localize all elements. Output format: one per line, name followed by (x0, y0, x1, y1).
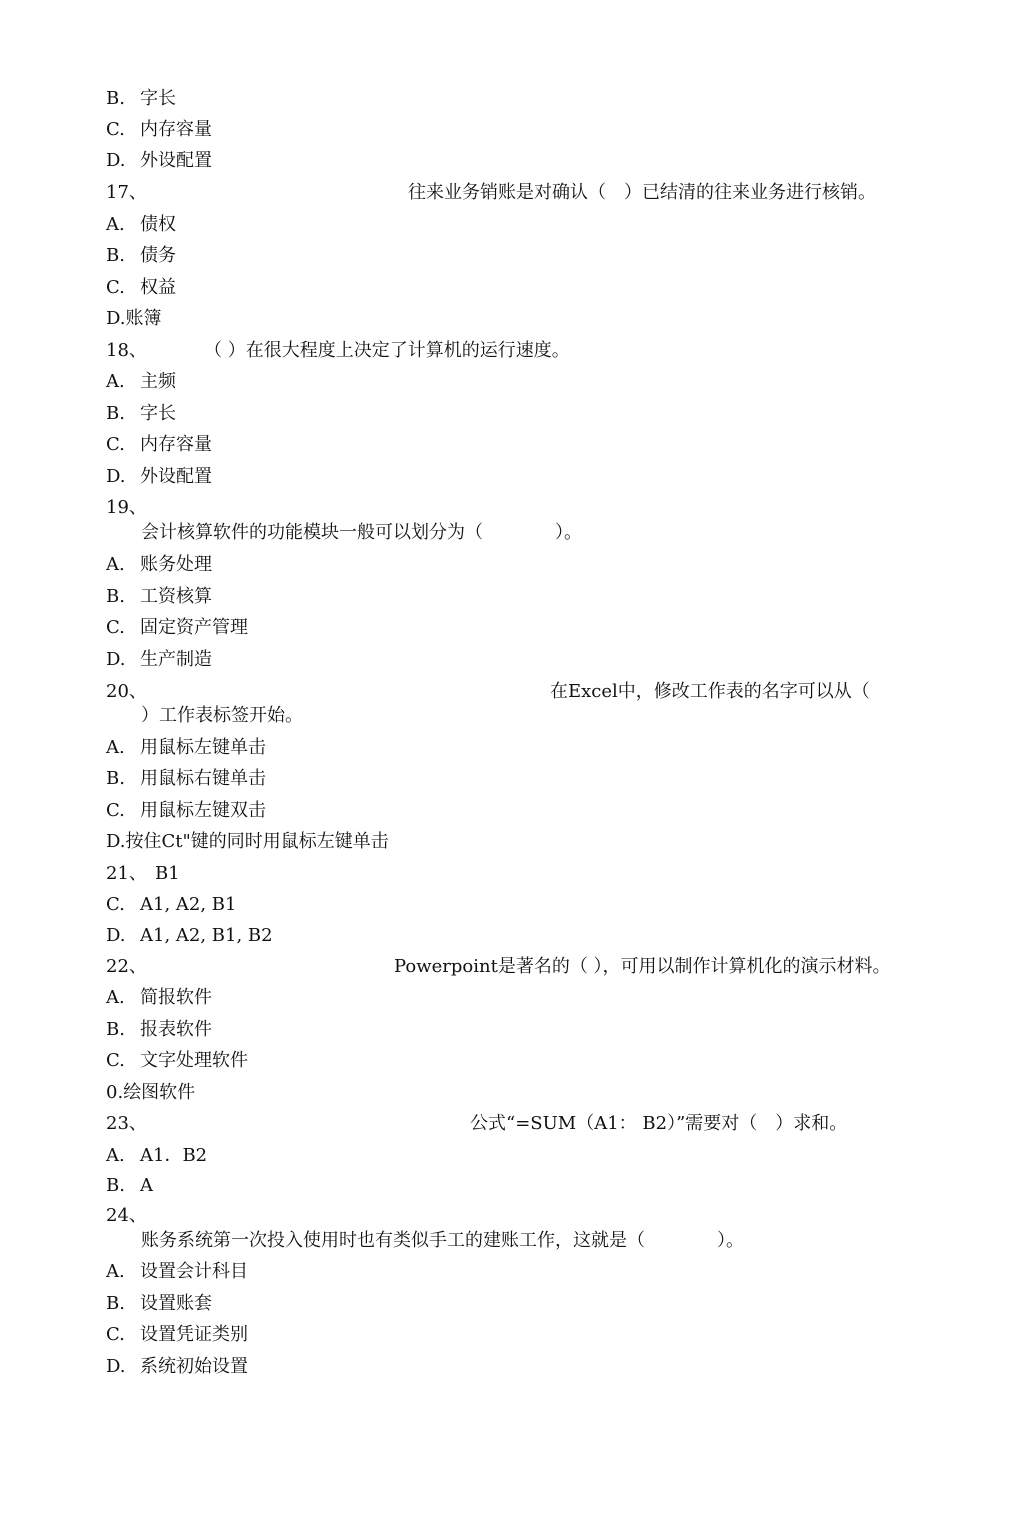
option-line (106, 88, 176, 110)
option-line (106, 1261, 248, 1283)
question-stem: B1 (155, 863, 180, 884)
option-key: C. (106, 119, 125, 140)
option-text: 工资核算 (140, 586, 212, 607)
question-stem: 往来业务销账是对确认（ ）已结清的往来业务进行核销。 (408, 182, 876, 203)
option-text: 固定资产管理 (140, 617, 248, 638)
question-stem: 会计核算软件的功能模块一般可以划分为（ ）。 (141, 522, 582, 543)
question-number: 21、 (106, 863, 147, 884)
option-key: B. (106, 586, 125, 607)
option-text: A1, A2, B1 (140, 894, 237, 915)
option-key: C. (106, 434, 125, 455)
option-key: A. (106, 214, 125, 235)
option-key: A. (106, 1261, 125, 1282)
option-text: 债务 (140, 245, 176, 266)
option-text: 用鼠标左键双击 (140, 800, 266, 821)
option-text: 债权 (140, 214, 176, 235)
option-text: 文字处理软件 (140, 1050, 248, 1071)
option-key: C. (106, 1050, 125, 1071)
option-line (106, 800, 266, 822)
question-stem: Powerpoint是著名的（ ），可用以制作计算机化的演示材料。 (394, 956, 891, 977)
option-key: B. (106, 245, 125, 266)
question-number: 22、 (106, 956, 147, 977)
option-text: 外设配置 (140, 150, 212, 171)
option-line (106, 617, 248, 639)
option-key: B. (106, 403, 125, 424)
question-number: 17、 (106, 182, 147, 203)
option-text: 权益 (140, 277, 176, 298)
option-key: A. (106, 1145, 125, 1166)
option-line (106, 649, 212, 671)
option-text: 简报软件 (140, 987, 212, 1008)
option-line (106, 466, 212, 488)
question-number: 18、 (106, 340, 147, 361)
option-key: B. (106, 1175, 125, 1196)
option-text: 用鼠标右键单击 (140, 768, 266, 789)
option-line (106, 434, 212, 456)
option-line (106, 119, 212, 141)
option-text: 字长 (140, 88, 176, 109)
option-line (106, 150, 212, 172)
question-number: 19、 (106, 497, 147, 518)
option-line (106, 308, 162, 330)
option-line (106, 371, 176, 393)
option-line (106, 1050, 248, 1072)
option-text: 系统初始设置 (140, 1356, 248, 1377)
option-line (106, 1145, 207, 1167)
option-line (106, 403, 176, 425)
option-line (106, 894, 236, 916)
option-text: 按住Ct"键的同时用鼠标左键单击 (125, 831, 389, 852)
option-line (106, 245, 176, 267)
question-stem: （ ）在很大程度上决定了计算机的运行速度。 (204, 340, 570, 361)
option-line (106, 1324, 248, 1346)
option-key: C. (106, 1324, 125, 1345)
question-stem-continued: ）工作表标签开始。 (141, 705, 303, 726)
option-line (106, 1175, 153, 1197)
option-key: D. (106, 649, 126, 670)
question-stem: 账务系统第一次投入使用时也有类似手工的建账工作，这就是（ ）。 (141, 1230, 744, 1251)
option-text: 报表软件 (140, 1019, 212, 1040)
option-text: 生产制造 (140, 649, 212, 670)
option-text: 外设配置 (140, 466, 212, 487)
option-key: A. (106, 987, 125, 1008)
option-key: C. (106, 617, 125, 638)
option-key: C. (106, 800, 125, 821)
option-text: 设置凭证类别 (140, 1324, 248, 1345)
option-key: D. (106, 466, 126, 487)
option-text: 账务处理 (140, 554, 212, 575)
option-text: 内存容量 (140, 434, 212, 455)
option-key: C. (106, 894, 125, 915)
option-key: D. (106, 925, 126, 946)
question-stem: 在Excel中，修改工作表的名字可以从（ (550, 681, 870, 702)
option-line (106, 987, 212, 1009)
option-text: 用鼠标左键单击 (140, 737, 266, 758)
option-line (106, 831, 389, 853)
option-line (106, 737, 266, 759)
option-key: D. (106, 150, 126, 171)
option-line (106, 214, 176, 236)
option-text: 设置会计科目 (140, 1261, 248, 1282)
option-key: B. (106, 1293, 125, 1314)
option-key: D. (106, 831, 126, 852)
option-text: 内存容量 (140, 119, 212, 140)
option-text: 字长 (140, 403, 176, 424)
option-key: B. (106, 1019, 125, 1040)
option-key: D. (106, 1356, 126, 1377)
option-text: 主频 (140, 371, 176, 392)
question-stem: 公式“=SUM（A1： B2）”需要对（ ）求和。 (470, 1113, 848, 1134)
question-number: 24、 (106, 1205, 147, 1226)
option-line (106, 586, 212, 608)
option-key: C. (106, 277, 125, 298)
option-key: A. (106, 554, 125, 575)
option-text: A (140, 1175, 153, 1196)
question-number: 20、 (106, 681, 147, 702)
option-key: B. (106, 88, 125, 109)
option-line (106, 1082, 195, 1104)
option-text: A1, A2, B1, B2 (140, 925, 273, 946)
option-line (106, 1293, 212, 1315)
option-text: 绘图软件 (123, 1082, 196, 1103)
option-key: A. (106, 371, 125, 392)
option-key: 0. (106, 1082, 124, 1103)
option-text: 账簿 (125, 308, 162, 329)
option-key: A. (106, 737, 125, 758)
option-key: D. (106, 308, 126, 329)
option-text: 设置账套 (140, 1293, 212, 1314)
option-line (106, 1356, 248, 1378)
option-line (106, 1019, 212, 1041)
option-line (106, 925, 273, 947)
question-number: 23、 (106, 1113, 147, 1134)
option-line (106, 768, 266, 790)
option-text: A1．B2 (140, 1145, 208, 1166)
option-line (106, 554, 212, 576)
option-key: B. (106, 768, 125, 789)
option-line (106, 277, 176, 299)
